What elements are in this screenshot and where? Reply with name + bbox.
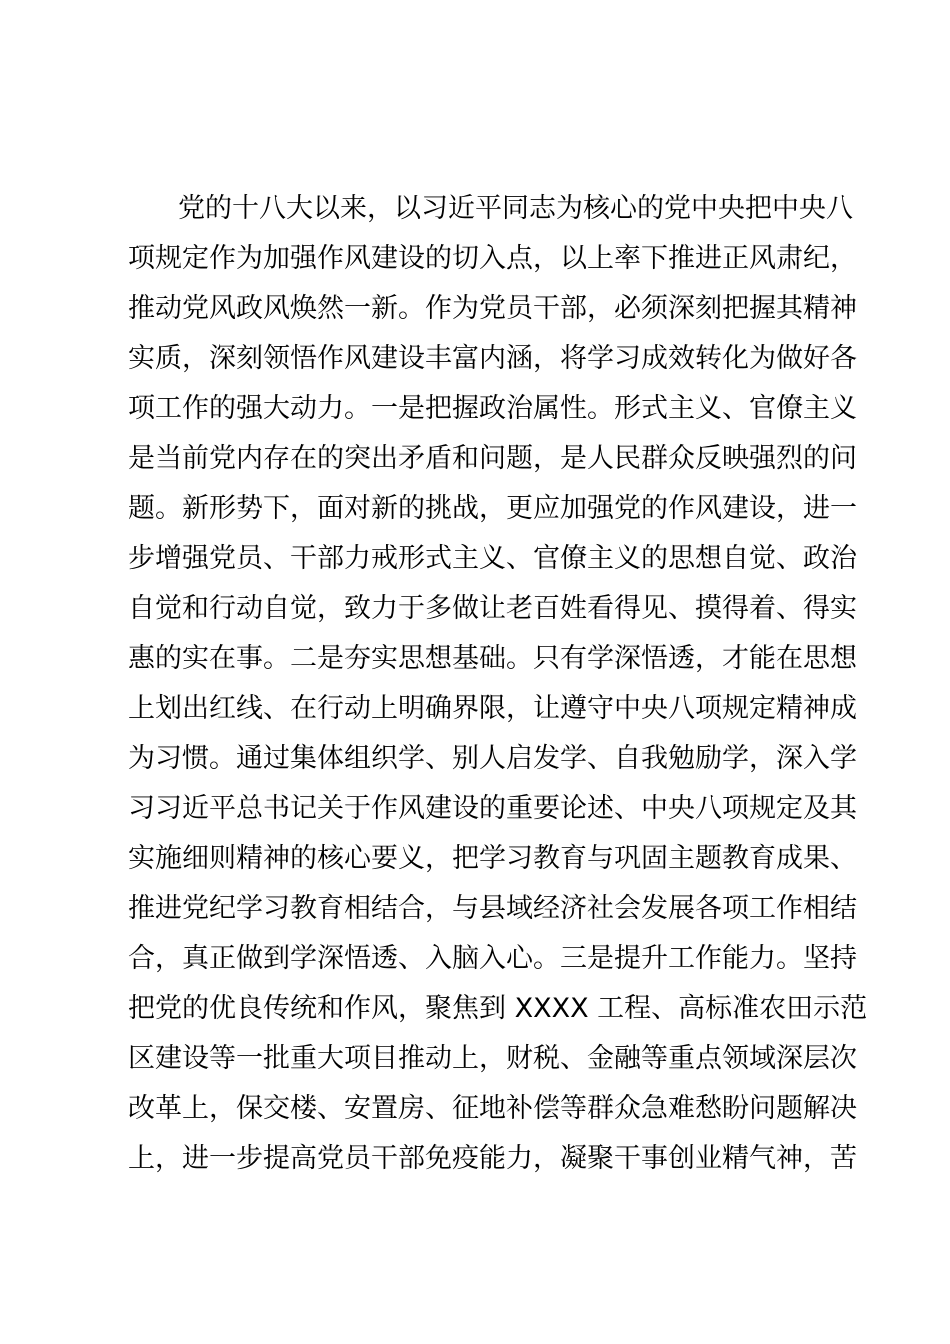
paragraph-line: 惠的实在事。二是夯实思想基础。只有学深悟透，才能在思想 bbox=[128, 643, 857, 674]
paragraph-line: 为习惯。通过集体组织学、别人启发学、自我勉励学，深入学 bbox=[128, 743, 857, 774]
paragraph-line: 是当前党内存在的突出矛盾和问题，是人民群众反映强烈的问 bbox=[128, 443, 857, 474]
paragraph-line: 题。新形势下，面对新的挑战，更应加强党的作风建设，进一 bbox=[128, 493, 857, 524]
paragraph-line: 项工作的强大动力。一是把握政治属性。形式主义、官僚主义 bbox=[128, 393, 857, 424]
paragraph-line: 合，真正做到学深悟透、入脑入心。三是提升工作能力。坚持 bbox=[128, 943, 857, 974]
paragraph-line: 实施细则精神的核心要义，把学习教育与巩固主题教育成果、 bbox=[128, 843, 857, 874]
paragraph-line: 推动党风政风焕然一新。作为党员干部，必须深刻把握其精神 bbox=[128, 293, 857, 324]
paragraph-line: 改革上，保交楼、安置房、征地补偿等群众急难愁盼问题解决 bbox=[128, 1093, 857, 1124]
paragraph-line: 区建设等一批重大项目推动上，财税、金融等重点领域深层次 bbox=[128, 1043, 857, 1074]
paragraph-line: 上划出红线、在行动上明确界限，让遵守中央八项规定精神成 bbox=[128, 693, 857, 724]
paragraph-line: 项规定作为加强作风建设的切入点，以上率下推进正风肃纪， bbox=[128, 243, 857, 274]
paragraph-line: 上，进一步提高党员干部免疫能力，凝聚干事创业精气神，苦 bbox=[128, 1143, 857, 1174]
paragraph-line: 实质，深刻领悟作风建设丰富内涵，将学习成效转化为做好各 bbox=[128, 343, 857, 374]
paragraph-line: 推进党纪学习教育相结合，与县域经济社会发展各项工作相结 bbox=[128, 893, 857, 924]
paragraph-line: 党的十八大以来，以习近平同志为核心的党中央把中央八 bbox=[178, 193, 853, 224]
paragraph-line: 把党的优良传统和作风，聚焦到 XXXX 工程、高标准农田示范 bbox=[128, 993, 868, 1024]
paragraph-line: 步增强党员、干部力戒形式主义、官僚主义的思想自觉、政治 bbox=[128, 543, 857, 574]
paragraph-line: 自觉和行动自觉，致力于多做让老百姓看得见、摸得着、得实 bbox=[128, 593, 857, 624]
body-paragraph bbox=[128, 184, 868, 1184]
paragraph-line: 习习近平总书记关于作风建设的重要论述、中央八项规定及其 bbox=[128, 793, 857, 824]
